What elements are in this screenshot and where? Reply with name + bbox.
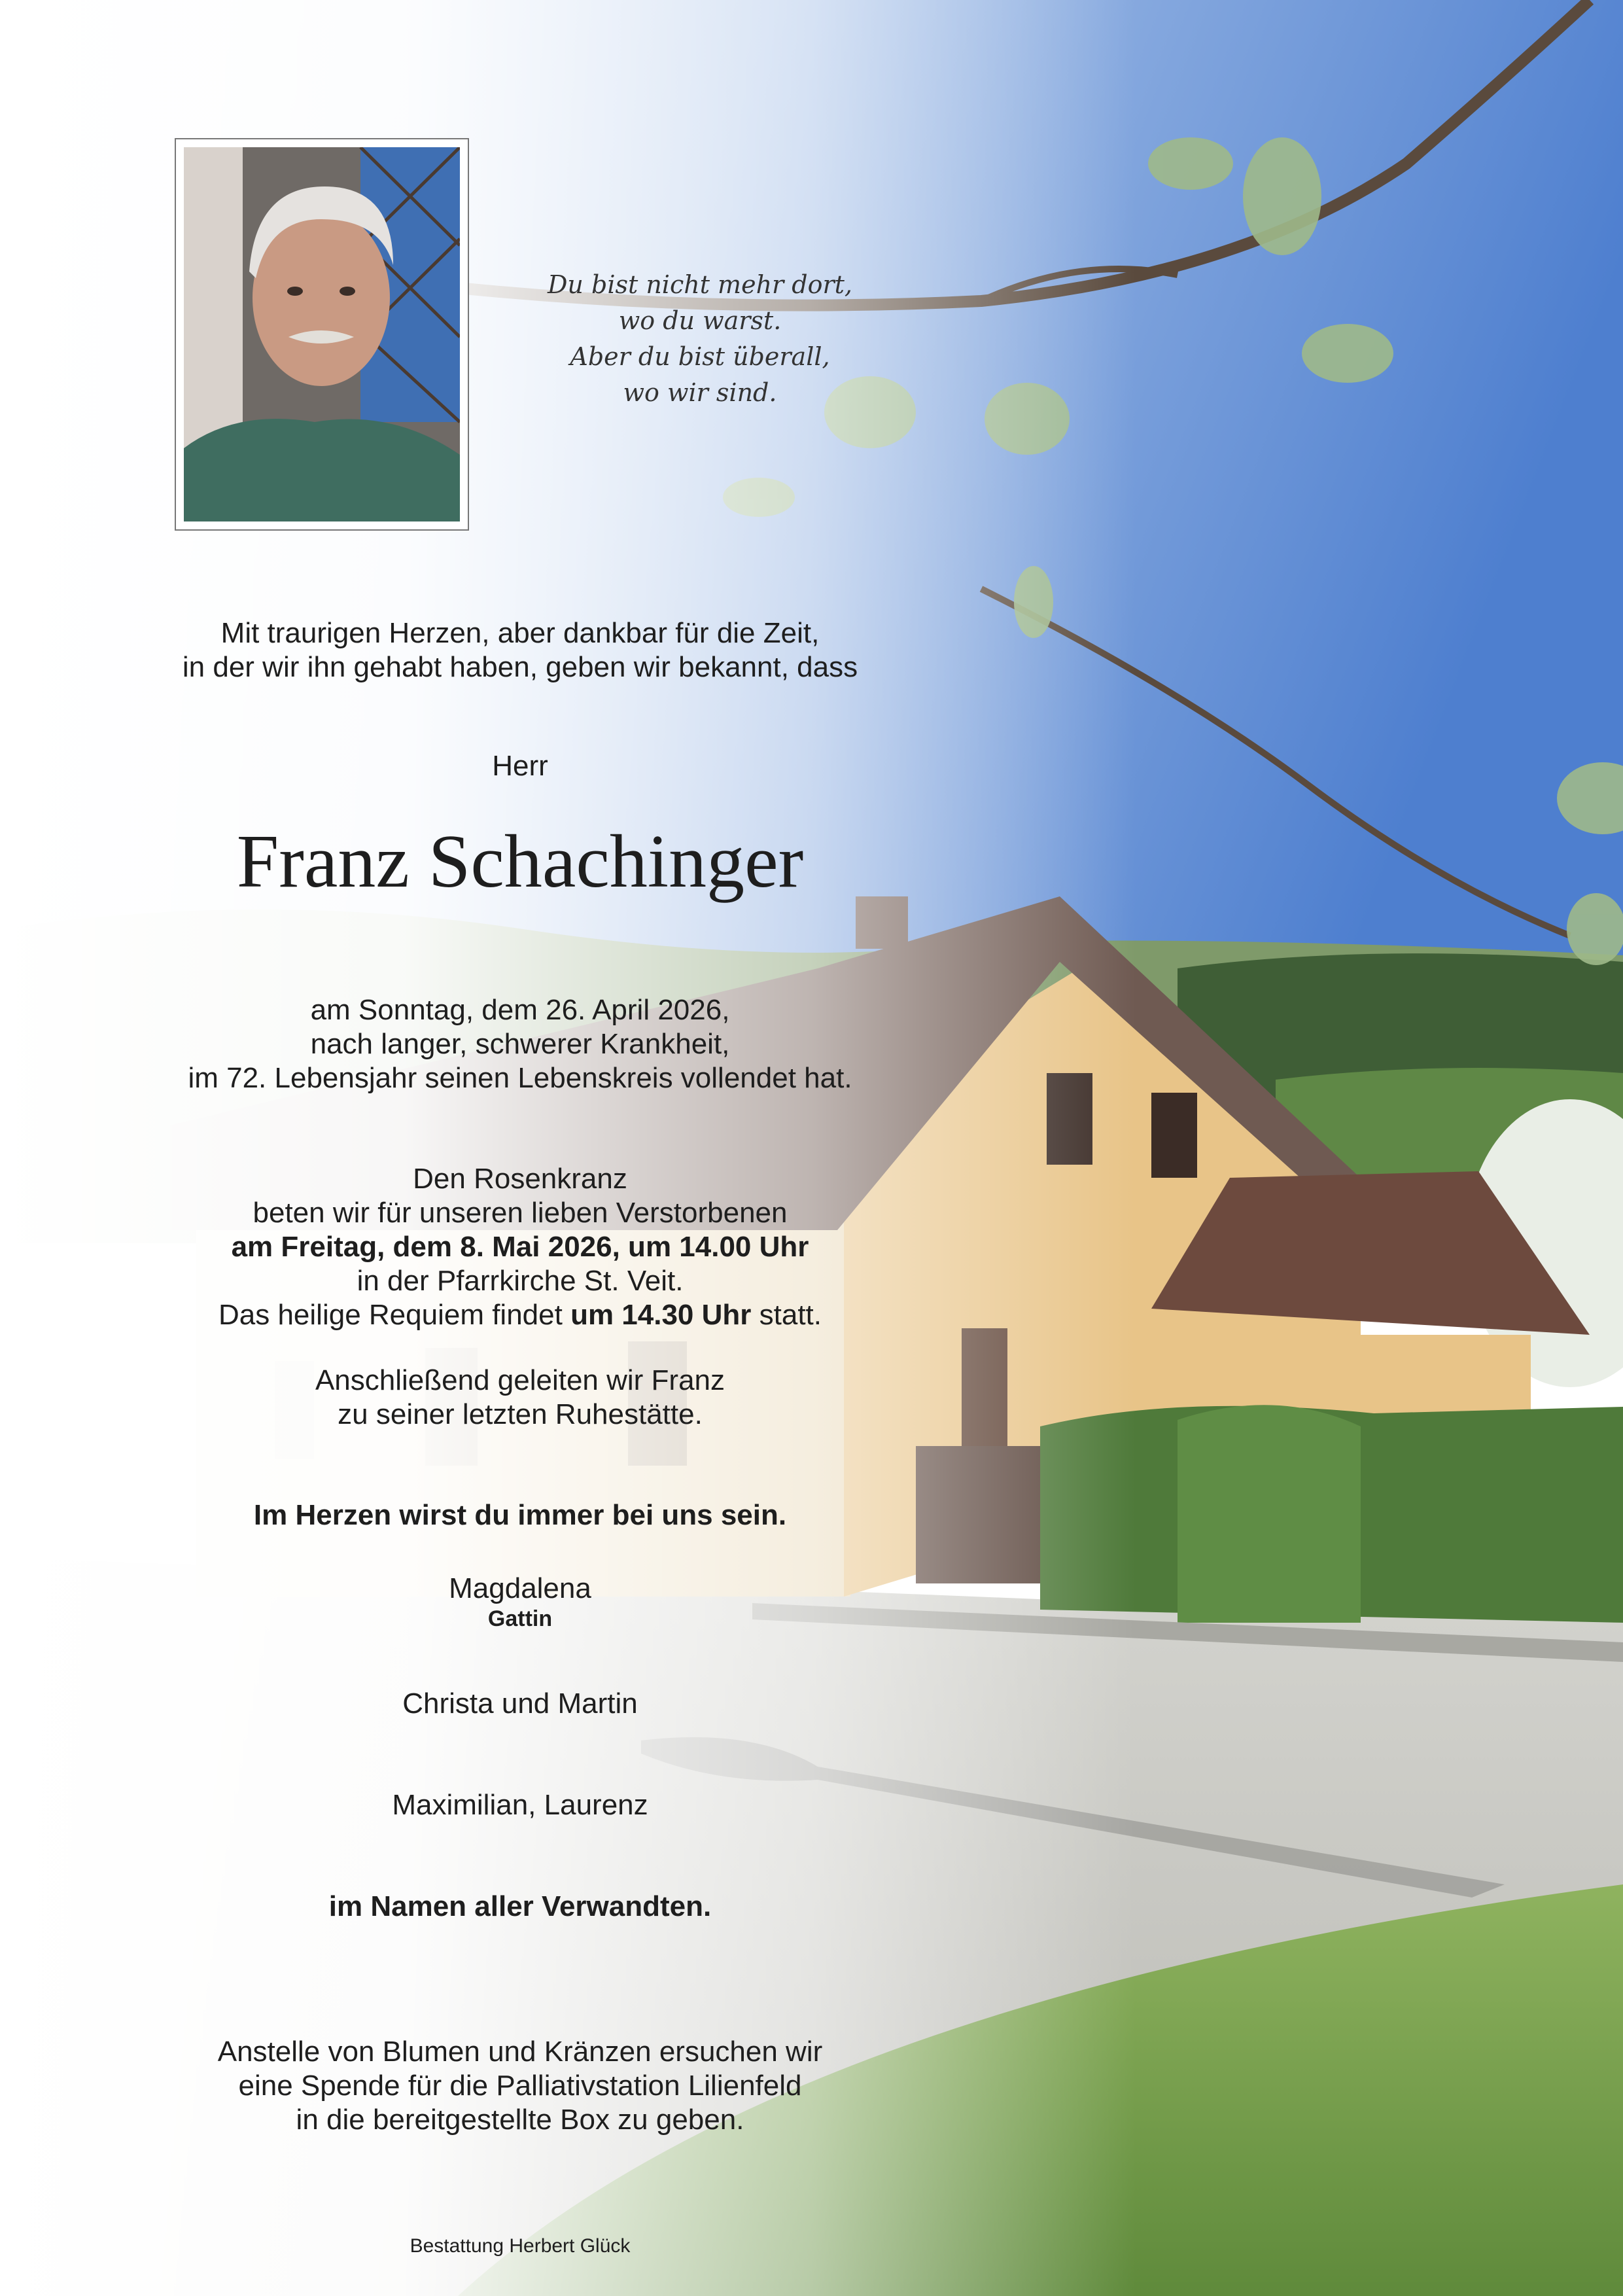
memorial-quote <box>497 267 903 411</box>
closing-text: im Namen aller Verwandten. <box>328 1890 712 1922</box>
quote-line: wo du warst. <box>618 306 782 335</box>
requiem-text-c: statt. <box>751 1299 822 1331</box>
donation-line: Anstelle von Blumen und Kränzen ersuchen wir <box>217 2036 823 2068</box>
requiem-time: um 14.30 Uhr <box>570 1299 752 1331</box>
mourner-name: Magdalena <box>449 1572 591 1604</box>
intro-line: Mit traurigen Herzen, aber dankbar für die Zeit, <box>220 617 820 649</box>
death-notice <box>65 993 975 1095</box>
funeral-home-text: Bestattung Herbert Glück <box>410 2235 631 2257</box>
burial-line: Anschließend geleiten wir Franz <box>315 1364 725 1396</box>
donation-line: eine Spende für die Palliativstation Lilienfeld <box>238 2070 802 2102</box>
death-notice-line: nach langer, schwerer Krankheit, <box>310 1028 730 1060</box>
burial-text <box>65 1364 975 1432</box>
requiem-line <box>65 1298 975 1332</box>
intro-text <box>65 616 975 684</box>
mourner-name: Maximilian, Laurenz <box>392 1789 648 1821</box>
motto <box>65 1498 975 1532</box>
salutation <box>65 749 975 783</box>
portrait-photo-image <box>184 147 460 521</box>
mourner-children <box>65 1687 975 1721</box>
closing <box>65 1890 975 1924</box>
death-notice-line: am Sonntag, dem 26. April 2026, <box>310 994 730 1026</box>
salutation-text: Herr <box>492 750 548 782</box>
requiem-text-a: Das heilige Requiem findet <box>218 1299 571 1331</box>
rosary-date: am Freitag, dem 8. Mai 2026, um 14.00 Uhr <box>231 1231 809 1263</box>
rosary-location: in der Pfarrkirche St. Veit. <box>357 1265 684 1297</box>
funeral-home <box>327 2234 713 2258</box>
donation-request <box>65 2035 975 2137</box>
mourner-relation: Gattin <box>487 1606 553 1631</box>
deceased-name-text: Franz Schachinger <box>236 820 804 904</box>
portrait-photo <box>184 147 460 521</box>
portrait-photo-frame <box>175 138 469 531</box>
service-details <box>65 1162 975 1332</box>
mourner-name: Christa und Martin <box>402 1687 638 1720</box>
quote-line: wo wir sind. <box>623 378 777 407</box>
donation-line: in die bereitgestellte Box zu geben. <box>296 2104 744 2136</box>
intro-line: in der wir ihn gehabt haben, geben wir bekannt, dass <box>182 651 858 683</box>
quote-line: Du bist nicht mehr dort, <box>547 270 853 299</box>
rosary-line: Den Rosenkranz <box>413 1163 627 1195</box>
death-notice-line: im 72. Lebensjahr seinen Lebenskreis vollendet hat. <box>188 1062 852 1094</box>
burial-line: zu seiner letzten Ruhestätte. <box>338 1398 703 1430</box>
rosary-line: beten wir für unseren lieben Verstorbenen <box>253 1197 788 1229</box>
quote-line: Aber du bist überall, <box>570 342 830 371</box>
mourner-grandchildren <box>65 1788 975 1822</box>
deceased-name <box>65 819 975 904</box>
mourner-spouse <box>65 1572 975 1632</box>
motto-text: Im Herzen wirst du immer bei uns sein. <box>253 1499 787 1531</box>
